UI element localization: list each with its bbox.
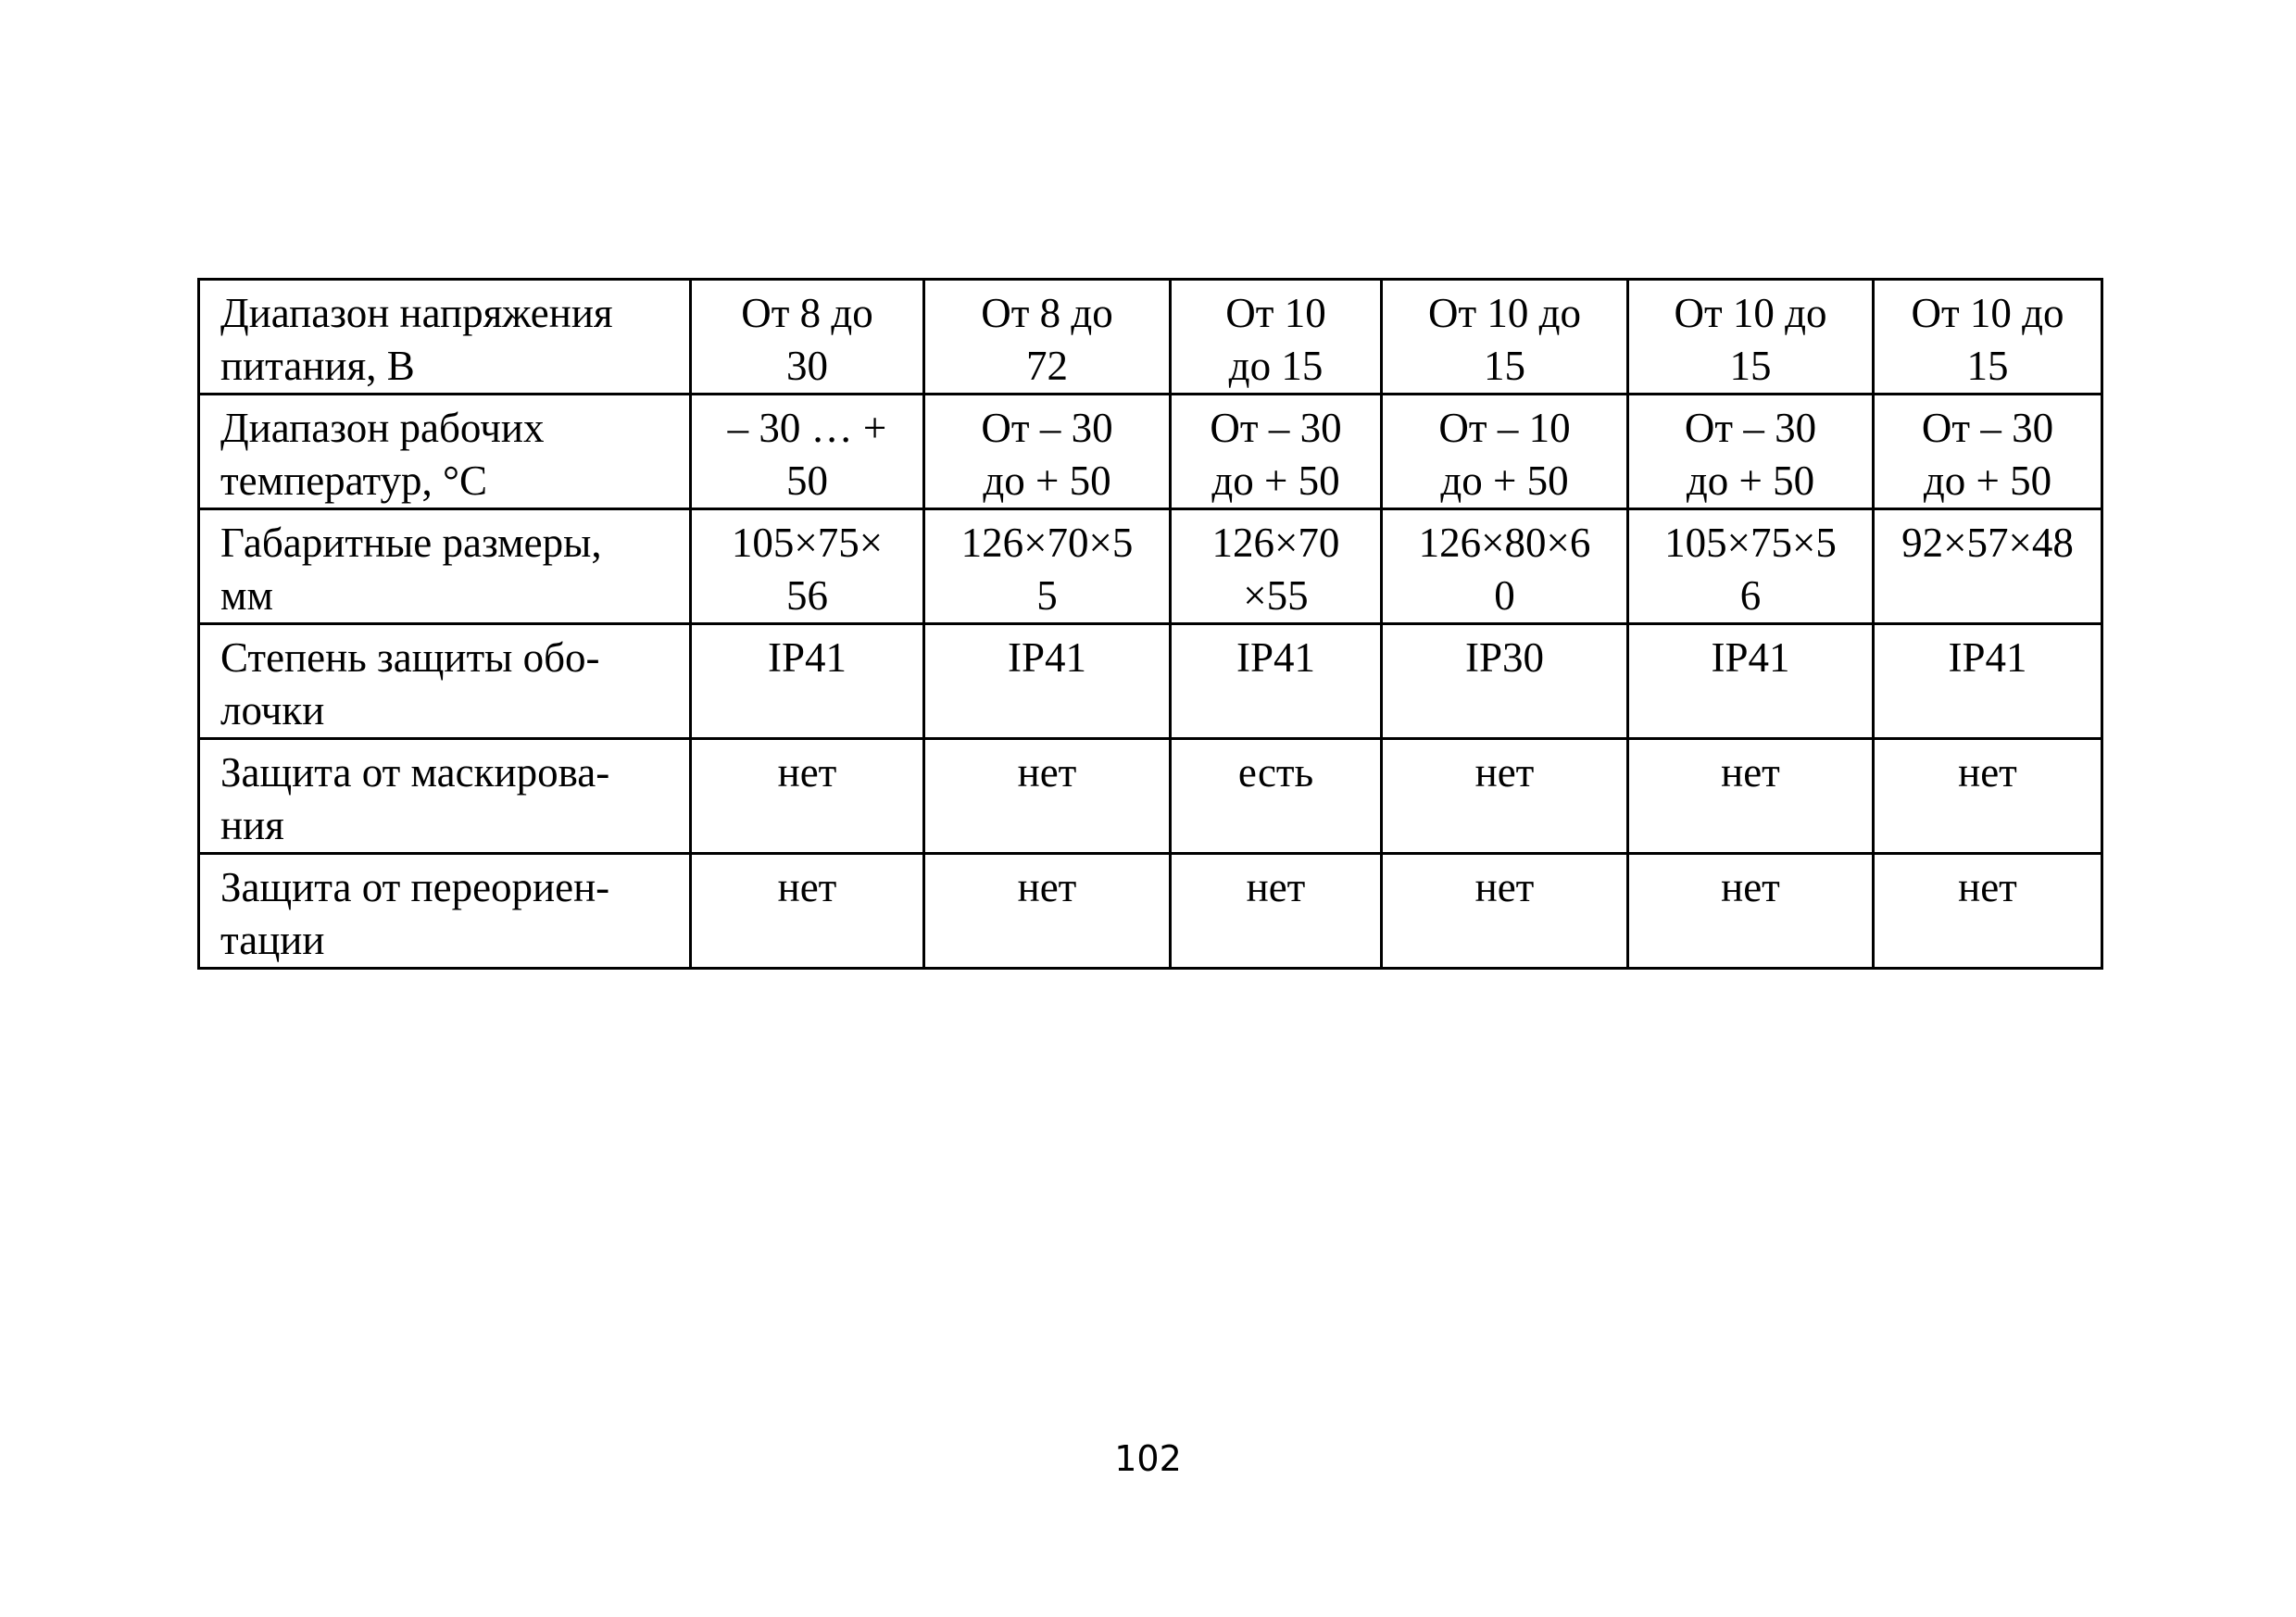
row-label: Защита от маскирова- ния	[199, 739, 691, 854]
table-cell: От 10 до 15	[1628, 280, 1874, 395]
table-cell: – 30 … + 50	[691, 395, 924, 509]
table-cell: От – 10 до + 50	[1382, 395, 1628, 509]
table-row	[199, 509, 2102, 624]
spec-table	[197, 278, 2103, 970]
table-row	[199, 739, 2102, 854]
row-label: Габаритные размеры, мм	[199, 509, 691, 624]
table-cell: От – 30 до + 50	[1628, 395, 1874, 509]
table-cell: нет	[924, 854, 1171, 969]
table-cell: нет	[1171, 854, 1382, 969]
table-row	[199, 624, 2102, 739]
table-row	[199, 280, 2102, 395]
table-cell: От 8 до 72	[924, 280, 1171, 395]
table-cell: От – 30 до + 50	[924, 395, 1171, 509]
table-cell: нет	[1628, 739, 1874, 854]
table-cell: От – 30 до + 50	[1171, 395, 1382, 509]
table-row	[199, 854, 2102, 969]
table-cell: IP41	[1628, 624, 1874, 739]
table-row	[199, 395, 2102, 509]
table-cell: IP30	[1382, 624, 1628, 739]
table-cell: От 10 до 15	[1171, 280, 1382, 395]
table-cell: нет	[1382, 854, 1628, 969]
table-cell: нет	[691, 854, 924, 969]
table-cell: нет	[691, 739, 924, 854]
table-cell: 105×75× 56	[691, 509, 924, 624]
row-label: Защита от переориен- тации	[199, 854, 691, 969]
table-cell: IP41	[1874, 624, 2102, 739]
table-cell: 126×70 ×55	[1171, 509, 1382, 624]
table-cell: 105×75×5 6	[1628, 509, 1874, 624]
table-cell: нет	[1628, 854, 1874, 969]
row-label: Степень защиты обо- лочки	[199, 624, 691, 739]
table-cell: есть	[1171, 739, 1382, 854]
table-cell: 126×70×5 5	[924, 509, 1171, 624]
table-cell: От 10 до 15	[1874, 280, 2102, 395]
row-label: Диапазон напряжения питания, В	[199, 280, 691, 395]
page-number: 102	[1114, 1438, 1182, 1479]
table-cell: От 8 до 30	[691, 280, 924, 395]
table-cell: IP41	[1171, 624, 1382, 739]
table-cell: От – 30 до + 50	[1874, 395, 2102, 509]
table-cell: нет	[924, 739, 1171, 854]
table-cell: нет	[1874, 739, 2102, 854]
table-cell: IP41	[691, 624, 924, 739]
row-label: Диапазон рабочих температур, °С	[199, 395, 691, 509]
table-cell: нет	[1874, 854, 2102, 969]
table-cell: 126×80×6 0	[1382, 509, 1628, 624]
table-cell: От 10 до 15	[1382, 280, 1628, 395]
table-cell: IP41	[924, 624, 1171, 739]
table-cell: 92×57×48	[1874, 509, 2102, 624]
table-cell: нет	[1382, 739, 1628, 854]
